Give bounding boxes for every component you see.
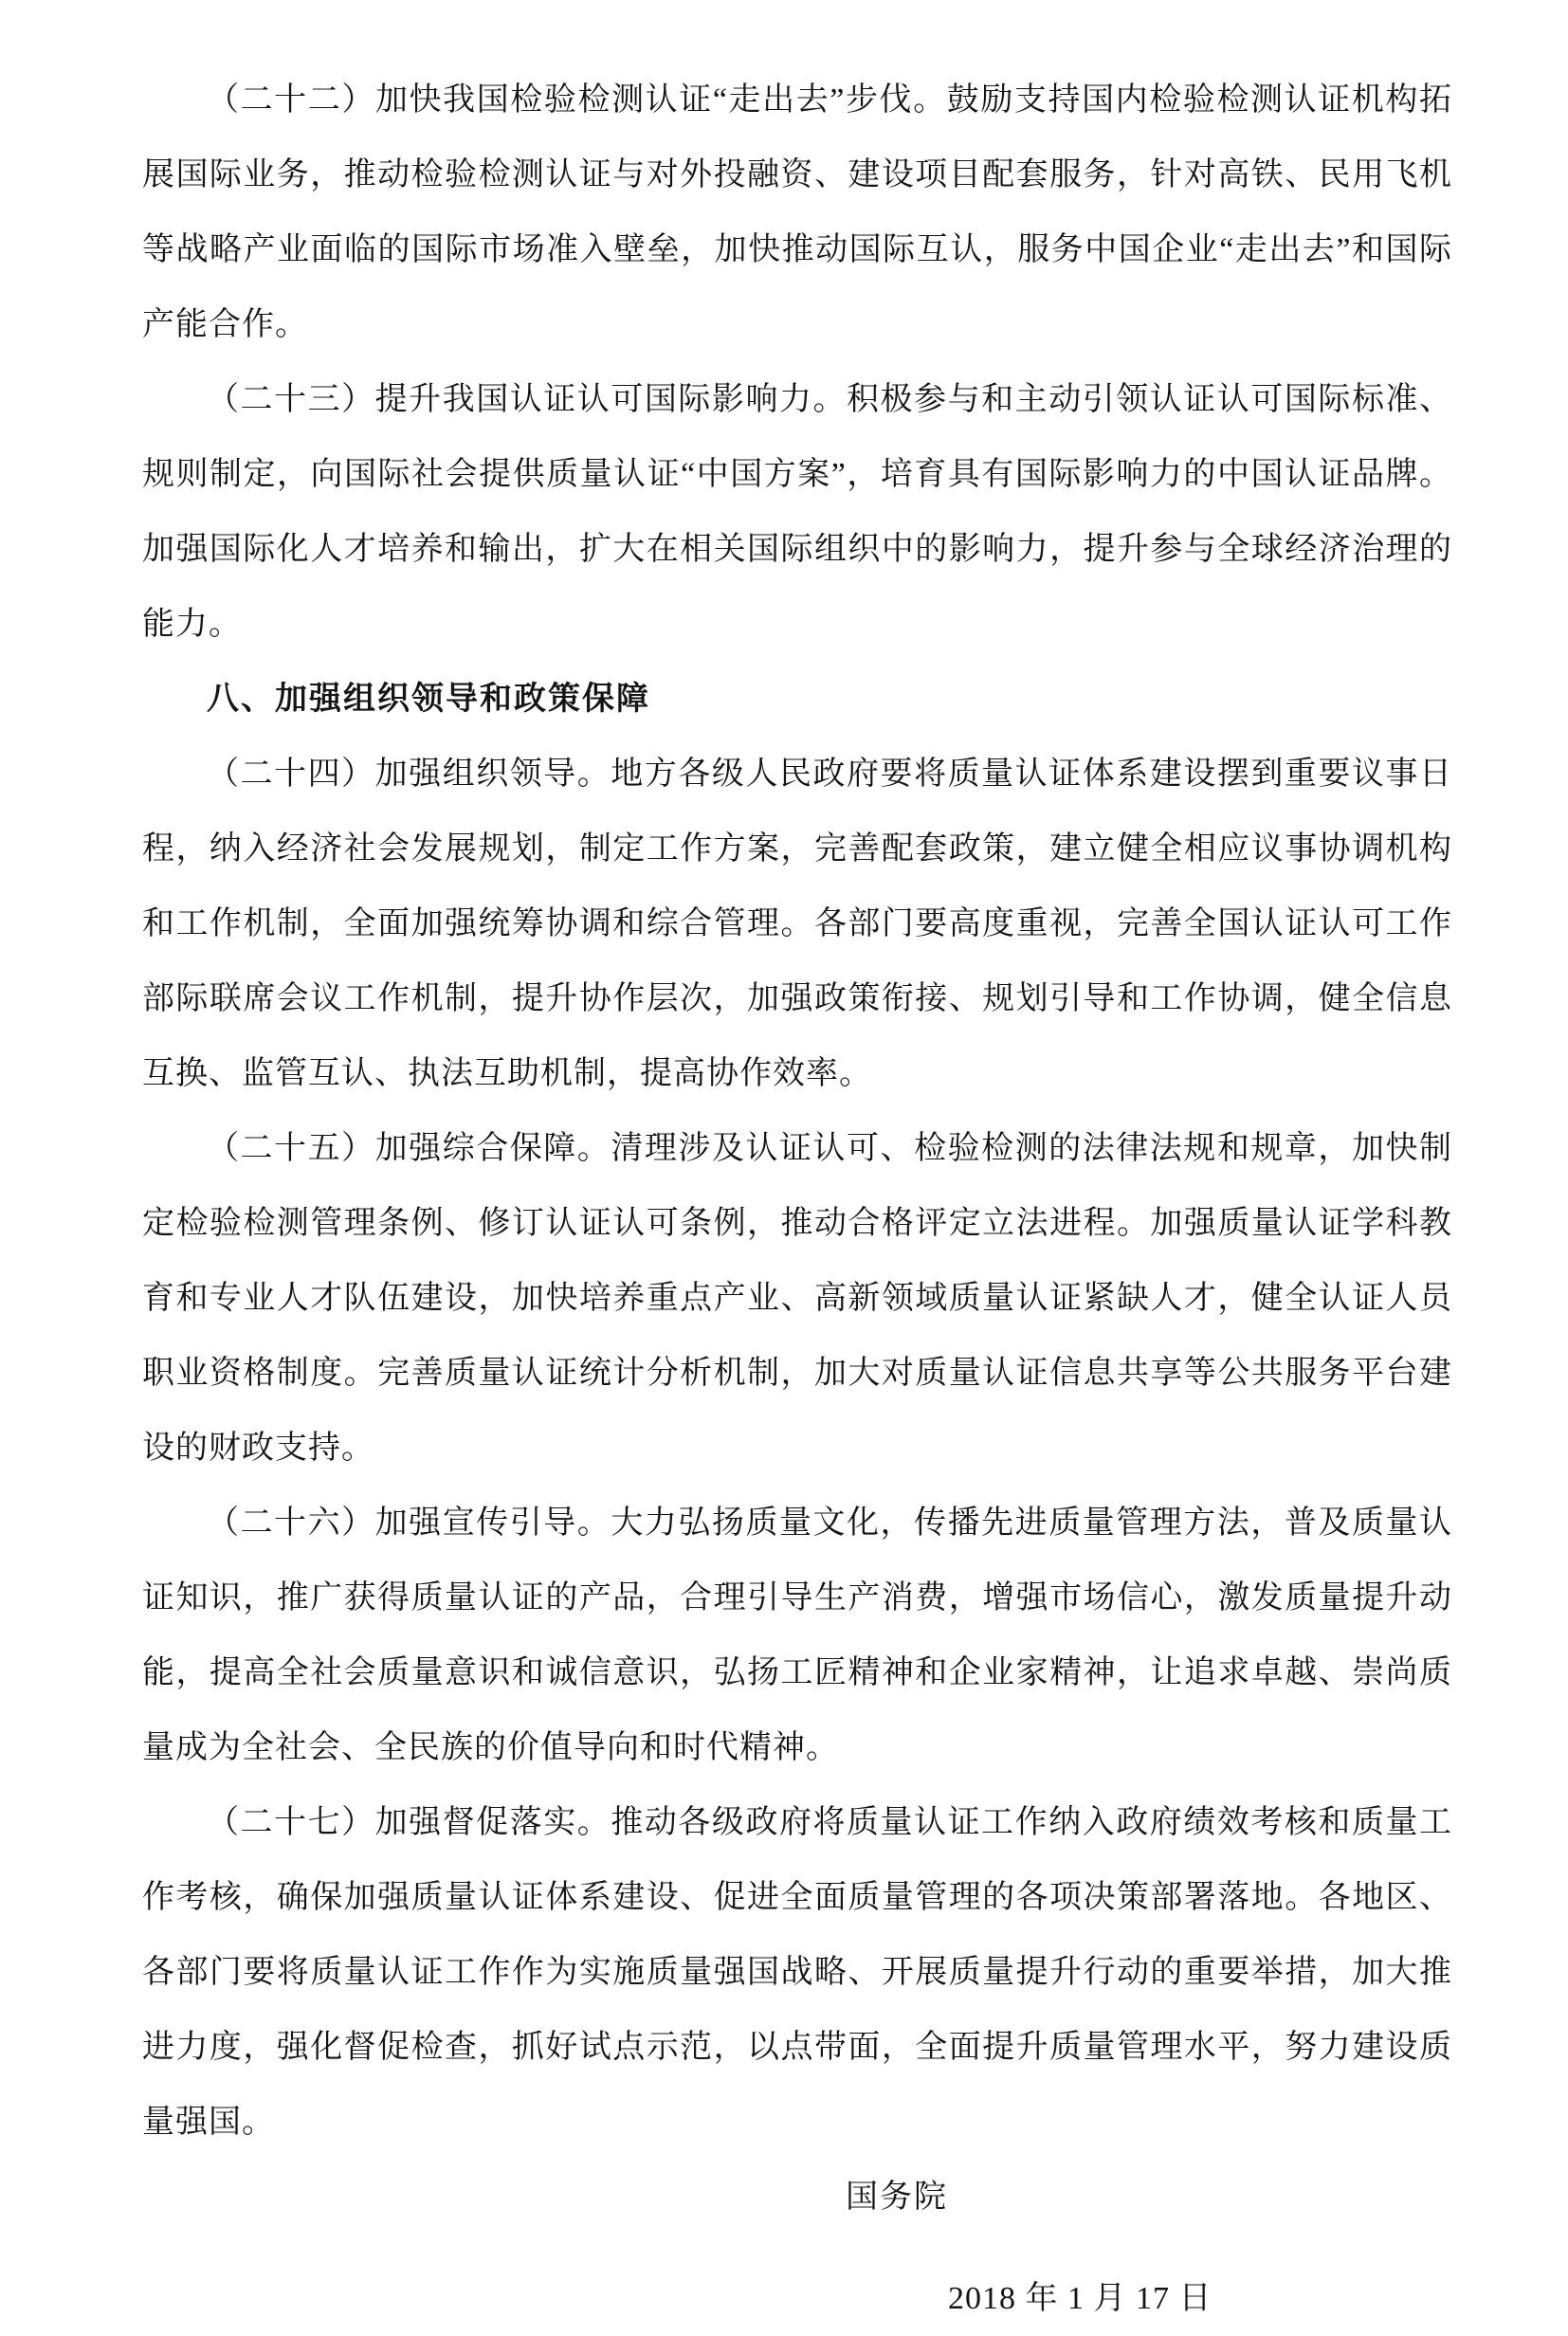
document-body (142, 63, 1452, 2160)
issuer-signature: 国务院 (846, 2180, 948, 2215)
paragraph: （二十三）提升我国认证认可国际影响力。积极参与和主动引领认证认可国际标准、规则制定，向国际社会提供质量认证“中国方案”，培育具有国际影响力的中国认证品牌。加强国际化人才培养和输出，扩大在相关国际组织中的影响力，提升参与全球经济治理的能力。 (142, 382, 1452, 642)
section-heading: 八、加强组织领导和政策保障 (207, 681, 650, 717)
issue-date: 2018 年 1 月 17 日 (948, 2281, 1212, 2316)
paragraph: （二十四）加强组织领导。地方各级人民政府要将质量认证体系建设摆到重要议事日程，纳入经济社会发展规划，制定工作方案，完善配套政策，建立健全相应议事协调机构和工作机制，全面加强统筹协调和综合管理。各部门要高度重视，完善全国认证认可工作部际联席会议工作机制，提升协作层次，加强政策衔接、规划引导和工作协调，健全信息互换、监管互认、执法互助机制，提高协作效率。 (142, 757, 1452, 1091)
paragraph: （二十七）加强督促落实。推动各级政府将质量认证工作纳入政府绩效考核和质量工作考核，确保加强质量认证体系建设、促进全面质量管理的各项决策部署落地。各地区、各部门要将质量认证工作作为实施质量强国战略、开展质量提升行动的重要举措，加大推进力度，强化督促检查，抓好试点示范，以点带面，全面提升质量管理水平，努力建设质量强国。 (142, 1805, 1452, 2140)
paragraph: （二十二）加快我国检验检测认证“走出去”步伐。鼓励支持国内检验检测认证机构拓展国际业务，推动检验检测认证与对外投融资、建设项目配套服务，针对高铁、民用飞机等战略产业面临的国际市场准入壁垒，加快推动国际互认，服务中国企业“走出去”和国际产能合作。 (142, 82, 1452, 342)
paragraph: （二十五）加强综合保障。清理涉及认证认可、检验检测的法律法规和规章，加快制定检验检测管理条例、修订认证认可条例，推动合格评定立法进程。加强质量认证学科教育和专业人才队伍建设，加快培养重点产业、高新领域质量认证紧缺人才，健全认证人员职业资格制度。完善质量认证统计分析机制，加大对质量认证信息共享等公共服务平台建设的财政支持。 (142, 1131, 1452, 1466)
paragraph: （二十六）加强宣传引导。大力弘扬质量文化，传播先进质量管理方法，普及质量认证知识，推广获得质量认证的产品，合理引导生产消费，增强市场信心，激发质量提升动能，提高全社会质量意识和诚信意识，弘扬工匠精神和企业家精神，让追求卓越、崇尚质量成为全社会、全民族的价值导向和时代精神。 (142, 1506, 1452, 1765)
signature-block (142, 2160, 1452, 2336)
